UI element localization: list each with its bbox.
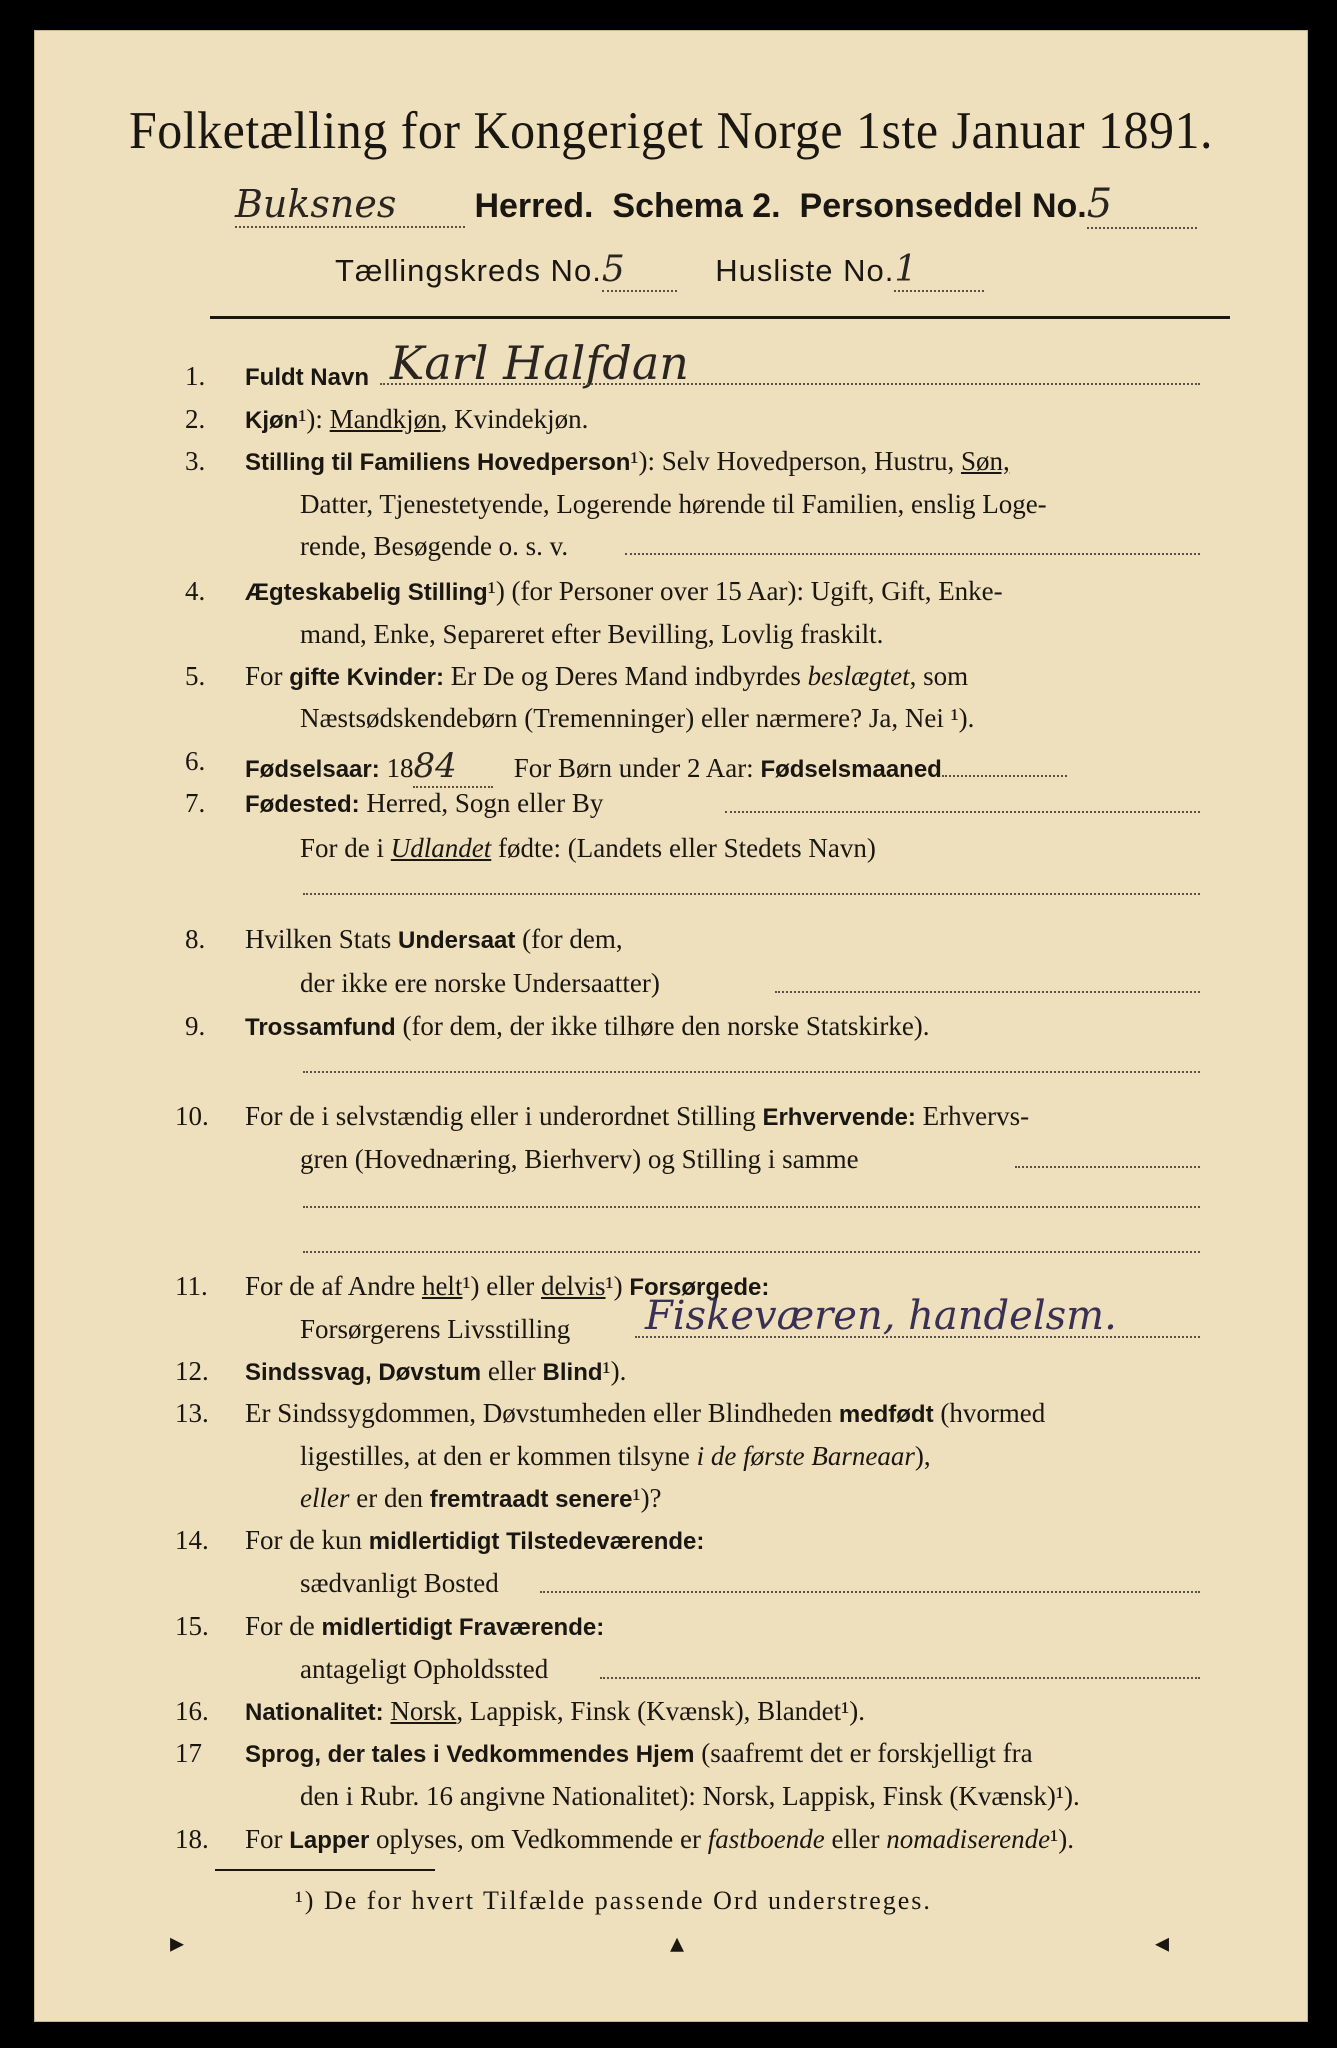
q13-l2-a: ligestilles, at den er kommen tilsyne: [300, 1441, 697, 1471]
herred-line: [235, 181, 1197, 229]
q7-dotted-line2: [303, 893, 1200, 895]
q18-text-b: oplyses, om Vedkommende er: [369, 1824, 708, 1854]
q11-delvis: delvis: [541, 1271, 606, 1301]
registration-mark-right: ◂: [1155, 1928, 1170, 1959]
q12-text-a: eller: [481, 1356, 543, 1386]
herred-label: Herred.: [474, 187, 594, 225]
q6-number: 6.: [185, 746, 206, 776]
q2-label: Kjøn: [245, 407, 299, 434]
q18-nomadiserende: nomadiserende: [886, 1824, 1051, 1854]
form-title: Folketælling for Kongeriget Norge 1ste Januar 1891.: [128, 100, 1214, 160]
q3-row: [245, 446, 1010, 477]
q15-label: midlertidigt Fraværende:: [321, 1614, 605, 1641]
q7-dotted-line: [725, 811, 1200, 813]
q18-fastboende: fastboende: [707, 1824, 825, 1854]
q18-text-a: For: [245, 1824, 290, 1854]
q12-row: [245, 1356, 626, 1387]
q8-line2: der ikke ere norske Undersaatter): [300, 968, 660, 998]
q12-label2: Blind: [542, 1359, 603, 1386]
q14-label: midlertidigt Tilstedeværende:: [368, 1528, 705, 1555]
q9-row: [245, 1011, 930, 1042]
q18-text-f: ¹).: [1050, 1824, 1074, 1854]
q9-number: 9.: [185, 1011, 206, 1041]
header-rule: [210, 316, 1230, 319]
q8-row: [245, 924, 623, 955]
q17-line2: den i Rubr. 16 angivne Nationalitet): Norsk, Lappisk, Finsk (Kvænsk)¹).: [300, 1781, 1080, 1811]
q5-text-b: Er De og Deres Mand indbyrdes: [443, 661, 808, 691]
q12-text-b: ¹).: [602, 1356, 627, 1386]
q18-row: [245, 1824, 1074, 1855]
q15-line2: antageligt Opholdssted: [300, 1654, 549, 1684]
q15-text-a: For de: [245, 1611, 322, 1641]
q18-text-d: eller: [824, 1824, 887, 1854]
q5-line2: Næstsødskendebørn (Tremenninger) eller nærmere? Ja, Nei ¹).: [300, 703, 975, 733]
q4-number: 4.: [185, 576, 206, 606]
q3-number: 3.: [185, 446, 206, 476]
q5-row: [245, 661, 968, 692]
q5-number: 5.: [185, 661, 206, 691]
q13-number: 13.: [175, 1398, 209, 1428]
q16-text-a: , Lappisk, Finsk (Kvænsk), Blandet¹).: [456, 1696, 865, 1726]
q5-label: gifte Kvinder:: [289, 664, 444, 691]
q5-beslaegtet: beslægtet: [807, 661, 910, 691]
kreds-line: [335, 249, 984, 292]
q11-text-c: ¹): [605, 1271, 630, 1301]
q18-number: 18.: [175, 1824, 209, 1854]
kreds-label: Tællingskreds No.: [335, 253, 602, 288]
q13-text-a: Er Sindssygdommen, Døvstumheden eller Blindheden: [245, 1398, 839, 1428]
q7-label: Fødested:: [245, 791, 360, 818]
q13-row: [245, 1398, 1045, 1429]
q8-number: 8.: [185, 924, 206, 954]
q17-text-a: (saafremt det er forskjelligt fra: [694, 1738, 1033, 1768]
q2-text-c: , Kvindekjøn.: [440, 404, 589, 434]
q13-l3-a: eller: [300, 1483, 350, 1513]
q7-udlandet: Udlandet: [390, 833, 492, 863]
q17-label: Sprog, der tales i Vedkommendes Hjem: [245, 1741, 695, 1768]
q6-label: Fødselsaar:: [245, 756, 380, 783]
q13-label: medfødt: [838, 1401, 934, 1428]
q7-row: [245, 788, 603, 819]
q11-text-a: For de af Andre: [245, 1271, 422, 1301]
q6-label2: Fødselsmaaned: [760, 756, 942, 783]
q9-text-a: (for dem, der ikke tilhøre den norske Statskirke).: [395, 1011, 930, 1041]
q8-label: Undersaat: [398, 927, 516, 954]
q13-l2-b: i de første Barneaar: [696, 1441, 915, 1471]
q14-line2: sædvanligt Bosted: [300, 1568, 499, 1598]
q4-line2: mand, Enke, Separeret efter Bevilling, Lovlig fraskilt.: [300, 619, 884, 649]
q2-row: [245, 404, 588, 435]
q13-text-b: (hvormed: [933, 1398, 1046, 1428]
footnote-rule: [215, 1869, 435, 1871]
q7-text-a: Herred, Sogn eller By: [359, 788, 604, 818]
herred-handwriting: Buksnes: [235, 182, 465, 228]
personseddel-label: Personseddel No.: [799, 187, 1087, 225]
q13-l3-c: fremtraadt senere: [429, 1486, 633, 1513]
census-form: [34, 30, 1308, 2022]
q13-l3-d: ¹)?: [632, 1483, 662, 1513]
q11-text-b: ¹) eller: [462, 1271, 542, 1301]
q6-text-b: For Børn under 2 Aar:: [513, 753, 761, 783]
schema-label: Schema 2.: [612, 187, 781, 225]
q18-label: Lapper: [289, 1827, 370, 1854]
q1-label: Fuldt Navn: [245, 364, 369, 391]
q16-label: Nationalitet:: [245, 1699, 384, 1726]
q1-dotted-line: [380, 383, 1200, 385]
q10-text-a: For de i selvstændig eller i underordnet Stilling: [245, 1101, 763, 1131]
q6-row: [245, 746, 1067, 788]
q7-l2-a: For de i: [300, 833, 391, 863]
q10-text-b: Erhvervs-: [915, 1101, 1030, 1131]
q15-number: 15.: [175, 1611, 209, 1641]
q5-text-d: , som: [909, 661, 969, 691]
q15-dotted-line: [600, 1677, 1200, 1679]
husliste-handwriting: 1: [894, 249, 984, 292]
q5-text-a: For: [245, 661, 290, 691]
q3-son: Søn,: [960, 446, 1010, 476]
q14-text-a: For de kun: [245, 1525, 369, 1555]
q6-text-a: 18: [379, 753, 414, 783]
q3-label: Stilling til Familiens Hovedperson: [245, 449, 631, 476]
q4-text-a: ¹) (for Personer over 15 Aar): Ugift, Gift, Enke-: [487, 576, 1003, 606]
q1-number: 1.: [185, 361, 206, 391]
q17-row: [245, 1738, 1033, 1769]
q13-line2: [300, 1441, 931, 1472]
q9-label: Trossamfund: [245, 1014, 396, 1041]
q16-number: 16.: [175, 1696, 209, 1726]
q1-row: [245, 361, 369, 392]
q10-dotted-line: [1015, 1166, 1200, 1168]
q1-handwriting: Karl Halfdan: [390, 336, 689, 390]
q10-line2: gren (Hovednæring, Bierhverv) og Stilling i samme: [300, 1144, 859, 1174]
q6-dotted: [942, 775, 1067, 777]
q3-text-a: ¹): Selv Hovedperson, Hustru,: [630, 446, 961, 476]
q8-dotted-line: [775, 991, 1200, 993]
q11-handwriting: Fiskeværen, handelsm.: [645, 1293, 1117, 1339]
q14-dotted-line: [540, 1591, 1200, 1593]
q17-number: 17: [175, 1738, 202, 1768]
registration-mark-center: ▴: [670, 1928, 685, 1959]
q6-handwriting: 84: [413, 746, 493, 788]
q9-dotted-line: [303, 1071, 1200, 1073]
q4-label: Ægteskabelig Stilling: [245, 579, 488, 606]
q16-row: [245, 1696, 865, 1727]
q10-dotted-line2: [303, 1206, 1200, 1208]
q10-row: [245, 1101, 1029, 1132]
q11-helt: helt: [421, 1271, 463, 1301]
q13-l2-c: ),: [914, 1441, 931, 1471]
q4-row: [245, 576, 1003, 607]
q7-l2-c: fødte: (Landets eller Stedets Navn): [491, 833, 876, 863]
q2-mandkjon: Mandkjøn: [329, 404, 441, 434]
q16-norsk: Norsk: [390, 1696, 457, 1726]
q3-line2: Datter, Tjenestetyende, Logerende hørende til Familien, enslig Loge-: [300, 489, 1047, 519]
q12-label: Sindssvag, Døvstum: [245, 1359, 482, 1386]
q14-number: 14.: [175, 1525, 209, 1555]
q2-number: 2.: [185, 404, 206, 434]
q15-row: [245, 1611, 604, 1642]
q3-dotted-line: [625, 553, 1200, 555]
q10-dotted-line3: [303, 1251, 1200, 1253]
q10-label: Erhvervende:: [762, 1104, 916, 1131]
footnote: ¹) De for hvert Tilfælde passende Ord understreges.: [295, 1886, 932, 1915]
q14-row: [245, 1525, 704, 1556]
q11-label: Forsørgede:: [629, 1274, 770, 1301]
q11-number: 11.: [175, 1271, 208, 1301]
q8-text-b: (for dem,: [515, 924, 623, 954]
q13-line3: [300, 1483, 662, 1514]
q7-number: 7.: [185, 788, 206, 818]
registration-mark-left: ▸: [170, 1928, 185, 1959]
q8-text-a: Hvilken Stats: [245, 924, 398, 954]
q13-l3-b: er den: [349, 1483, 430, 1513]
q3-line3: rende, Besøgende o. s. v.: [300, 531, 569, 561]
q7-line2: [300, 833, 876, 864]
q2-text-a: ¹):: [298, 404, 330, 434]
kreds-handwriting: 5: [602, 249, 677, 292]
husliste-label: Husliste No.: [715, 253, 895, 288]
q11-line2: Forsørgerens Livsstilling: [300, 1314, 571, 1344]
personseddel-handwriting: 5: [1087, 181, 1197, 229]
q12-number: 12.: [175, 1356, 209, 1386]
q10-number: 10.: [175, 1101, 209, 1131]
q11-dotted-line: [635, 1336, 1200, 1338]
